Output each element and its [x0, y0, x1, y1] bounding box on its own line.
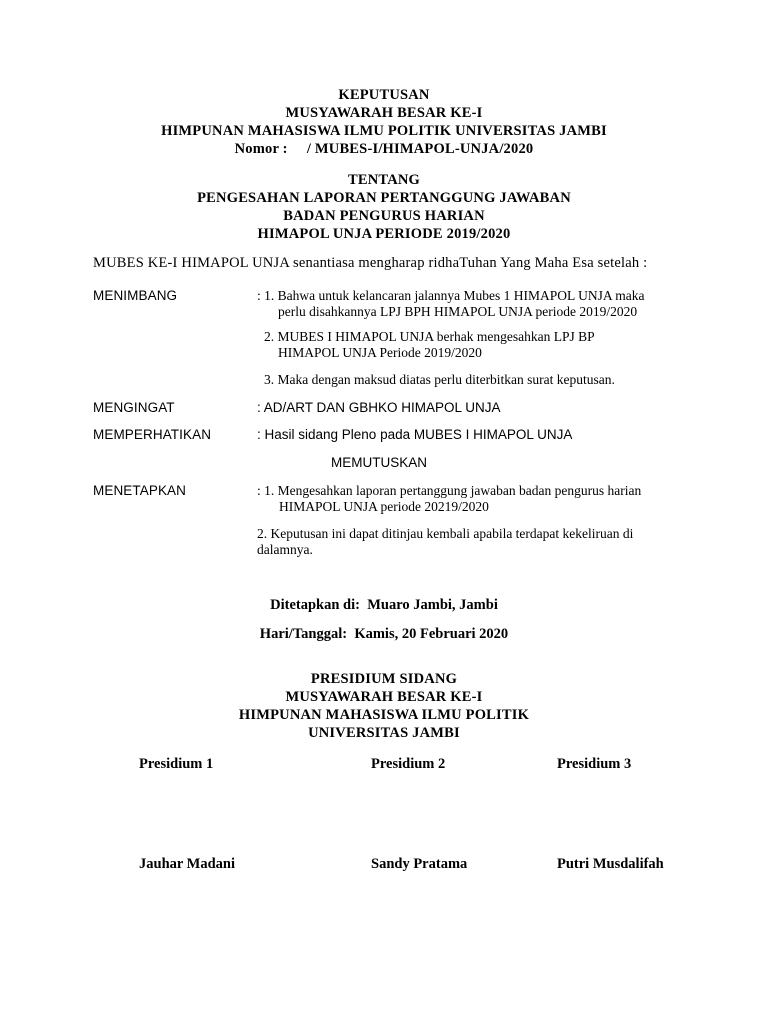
- menetapkan-item-2: [257, 526, 633, 558]
- menetapkan-item-1-line-2: HIMAPOL UNJA periode 20219/2020: [279, 499, 489, 514]
- presidium-1-name: Jauhar Madani: [139, 856, 236, 872]
- menimbang-item-1: [257, 288, 645, 320]
- menetapkan-item-1: [257, 483, 641, 515]
- memutuskan-heading: MEMUTUSKAN: [331, 455, 428, 470]
- menetapkan-item-1-line-1: : 1. Mengesahkan laporan pertanggung jawaban badan pengurus harian: [257, 483, 642, 498]
- subject-line-4: HIMAPOL UNJA PERIODE 2019/2020: [257, 226, 511, 242]
- menimbang-item-2: [264, 329, 595, 361]
- memperhatikan-label: MEMPERHATIKAN: [93, 427, 212, 442]
- subject-line-3: BADAN PENGURUS HARIAN: [283, 208, 485, 224]
- menetapkan-item-2-line-1: 2. Keputusan ini dapat ditinjau kembali apabila terdapat kekeliruan di: [257, 526, 634, 541]
- intro-statement: MUBES KE-I HIMAPOL UNJA senantiasa mengharap ridhaTuhan Yang Maha Esa setelah :: [93, 255, 648, 271]
- presidium-3-name: Putri Musdalifah: [557, 856, 664, 872]
- presidium-line-2: MUSYAWARAH BESAR KE-I: [285, 689, 483, 705]
- menetapkan-item-2-line-2: dalamnya.: [257, 542, 313, 557]
- decree-header: [0, 86, 768, 158]
- presidium-2-name: Sandy Pratama: [371, 856, 468, 872]
- decree-number: Nomor : / MUBES-I/HIMAPOL-UNJA/2020: [234, 141, 534, 157]
- subject-line-1: TENTANG: [347, 172, 421, 188]
- menimbang-item-3: [264, 372, 615, 388]
- header-line-1: KEPUTUSAN: [338, 87, 430, 103]
- presidium-3-title: Presidium 3: [557, 756, 632, 772]
- ditetapkan-location: Ditetapkan di: Muaro Jambi, Jambi: [270, 597, 498, 613]
- menimbang-item-3-line-1: 3. Maka dengan maksud diatas perlu diterbitkan surat keputusan.: [264, 372, 615, 387]
- hari-tanggal: Hari/Tanggal: Kamis, 20 Februari 2020: [259, 626, 509, 642]
- decree-subject: [0, 171, 768, 243]
- presidium-line-1: PRESIDIUM SIDANG: [310, 671, 458, 687]
- header-line-2: MUSYAWARAH BESAR KE-I: [285, 105, 483, 121]
- menimbang-item-1-line-2: perlu disahkannya LPJ BPH HIMAPOL UNJA periode 2019/2020: [278, 304, 638, 319]
- presidium-1-title: Presidium 1: [139, 756, 214, 772]
- presidium-line-3: HIMPUNAN MAHASISWA ILMU POLITIK: [238, 707, 530, 723]
- memperhatikan-text: : Hasil sidang Pleno pada MUBES I HIMAPOL UNJA: [257, 427, 573, 442]
- menimbang-item-2-line-1: 2. MUBES I HIMAPOL UNJA berhak mengesahkan LPJ BP: [264, 329, 595, 344]
- menimbang-label: MENIMBANG: [93, 288, 178, 303]
- header-line-3: HIMPUNAN MAHASISWA ILMU POLITIK UNIVERSITAS JAMBI: [161, 123, 607, 139]
- menimbang-item-1-line-1: : 1. Bahwa untuk kelancaran jalannya Mubes 1 HIMAPOL UNJA maka: [257, 288, 645, 303]
- presidium-heading: [0, 670, 768, 742]
- presidium-line-4: UNIVERSITAS JAMBI: [308, 725, 460, 741]
- mengingat-label: MENGINGAT: [93, 400, 175, 415]
- mengingat-text: : AD/ART DAN GBHKO HIMAPOL UNJA: [257, 400, 501, 415]
- menetapkan-label: MENETAPKAN: [93, 483, 187, 498]
- subject-line-2: PENGESAHAN LAPORAN PERTANGGUNG JAWABAN: [197, 190, 571, 206]
- menimbang-item-2-line-2: HIMAPOL UNJA Periode 2019/2020: [278, 345, 482, 360]
- presidium-2-title: Presidium 2: [371, 756, 446, 772]
